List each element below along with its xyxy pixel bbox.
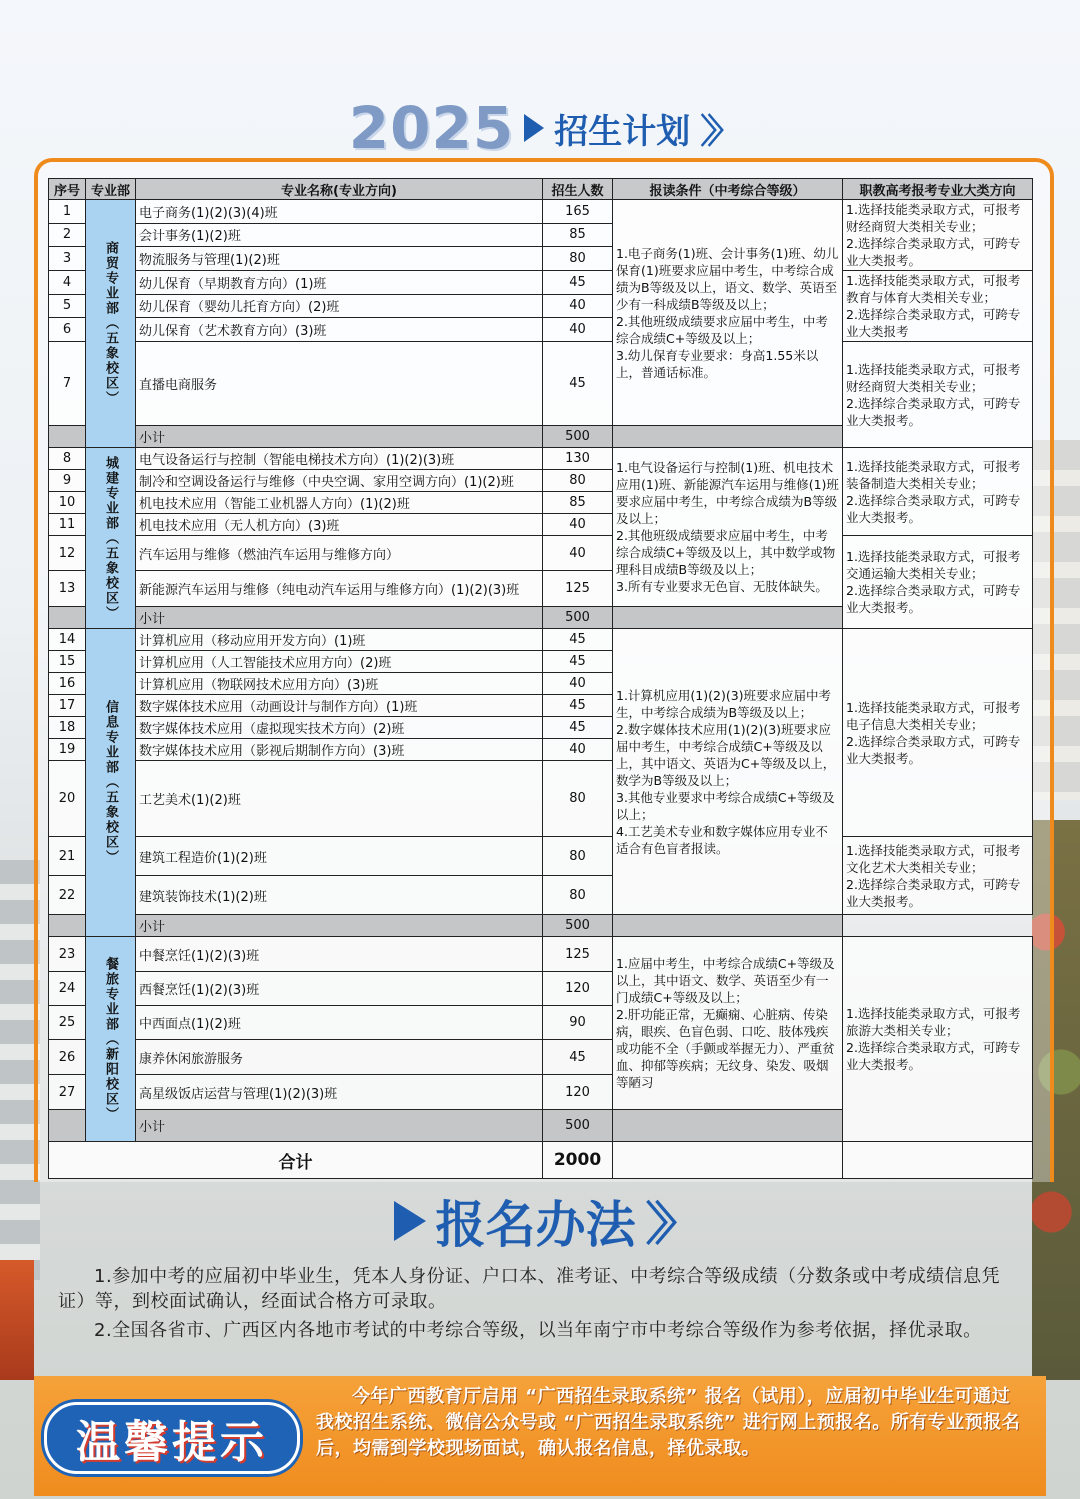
table-row	[49, 937, 1033, 972]
table-row	[49, 200, 1033, 224]
major-name: 工艺美术(1)(2)班	[136, 761, 543, 837]
major-name: 中餐烹饪(1)(2)(3)班	[136, 937, 543, 972]
double-chevron-icon: 〉〉	[700, 111, 732, 152]
subtotal-blank	[613, 426, 843, 448]
table-row	[49, 837, 1033, 876]
exam-direction: 1.选择技能类录取方式，可报考装备制造大类相关专业； 2.选择综合类录取方式，可跨专业大类报考。	[843, 448, 1033, 536]
major-name: 西餐烹饪(1)(2)(3)班	[136, 972, 543, 1006]
row-number: 1	[49, 200, 86, 224]
header-direction: 职教高考报考专业大类方向	[843, 179, 1033, 200]
play-arrow-icon	[394, 1201, 426, 1241]
registration-heading	[0, 1186, 1080, 1256]
total-row	[49, 1142, 1033, 1179]
header-major: 专业名称(专业方向)	[136, 179, 543, 200]
enrollment-count: 80	[543, 876, 613, 915]
enrollment-count: 40	[543, 514, 613, 536]
header-no: 序号	[49, 179, 86, 200]
enrollment-count: 85	[543, 223, 613, 247]
enrollment-count: 125	[543, 571, 613, 607]
major-name: 会计事务(1)(2)班	[136, 223, 543, 247]
subtotal-value: 500	[543, 426, 613, 448]
major-name: 数字媒体技术应用（动画设计与制作方向）(1)班	[136, 695, 543, 717]
enrollment-count: 125	[543, 937, 613, 972]
enrollment-count: 120	[543, 1075, 613, 1110]
table-row	[49, 271, 1033, 295]
row-number: 2	[49, 223, 86, 247]
enrollment-count: 80	[543, 761, 613, 837]
major-name: 数字媒体技术应用（虚拟现实技术方向）(2)班	[136, 717, 543, 739]
major-name: 中西面点(1)(2)班	[136, 1006, 543, 1040]
table-row	[49, 448, 1033, 470]
row-number: 13	[49, 571, 86, 607]
table-header-row	[49, 179, 1033, 200]
table-row	[49, 342, 1033, 426]
enrollment-count: 40	[543, 294, 613, 318]
double-chevron-icon: 〉〉	[645, 1197, 687, 1251]
header-dept: 专业部	[86, 179, 136, 200]
row-number: 19	[49, 739, 86, 761]
major-name: 电气设备运行与控制（智能电梯技术方向）(1)(2)(3)班	[136, 448, 543, 470]
enrollment-count: 40	[543, 739, 613, 761]
enrollment-count: 45	[543, 651, 613, 673]
heading-year: 2025	[348, 94, 515, 162]
enrollment-count: 120	[543, 972, 613, 1006]
row-number: 3	[49, 247, 86, 271]
row-number: 4	[49, 271, 86, 295]
row-number: 25	[49, 1006, 86, 1040]
row-number: 8	[49, 448, 86, 470]
subtotal-value: 500	[543, 1110, 613, 1142]
subtotal-label: 小计	[136, 607, 543, 629]
department-cell: 城建专业部（五象校区）	[86, 448, 136, 629]
registration-body	[58, 1264, 1024, 1347]
tip-badge-label: 温馨提示	[76, 1417, 268, 1468]
enrollment-count: 90	[543, 1006, 613, 1040]
subtotal-blank	[49, 426, 86, 448]
row-number: 23	[49, 937, 86, 972]
row-number: 10	[49, 492, 86, 514]
registration-item: 1.参加中考的应届初中毕业生，凭本人身份证、户口本、准考证、中考综合等级成绩（分数条或中考成绩信息凭证）等，到校面试确认，经面试合格方可录取。	[58, 1266, 1001, 1312]
row-number: 17	[49, 695, 86, 717]
major-name: 幼儿保育（婴幼儿托育方向）(2)班	[136, 294, 543, 318]
enrollment-count: 45	[543, 271, 613, 295]
admission-condition: 1.电气设备运行与控制(1)班、机电技术应用(1)班、新能源汽车运用与维修(1)班要求应届中考生，中考综合成绩为B等级及以上； 2.其他班级成绩要求应届中考生，中考综合成绩C+等级及以上，其中数学或物理科目成绩B等级及以上； 3.所有专业要求无色盲、无肢体缺失。	[613, 448, 843, 607]
exam-direction: 1.选择技能类录取方式，可报考旅游大类相关专业； 2.选择综合类录取方式，可跨专业大类报考。	[843, 937, 1033, 1142]
play-arrow-icon	[524, 114, 544, 142]
subtotal-value: 500	[543, 607, 613, 629]
admission-condition: 1.电子商务(1)班、会计事务(1)班、幼儿保育(1)班要求应届中考生，中考综合成绩为B等级及以上，语文、数学、英语至少有一科成绩B等级及以上； 2.其他班级成绩要求应届中考生，中考综合成绩C+等级及以上； 3.幼儿保育专业要求：身高1.55米以上，普通话标准。	[613, 200, 843, 426]
table-row	[49, 629, 1033, 651]
subtotal-blank	[613, 915, 843, 937]
row-number: 24	[49, 972, 86, 1006]
major-name: 直播电商服务	[136, 342, 543, 426]
header-count: 招生人数	[543, 179, 613, 200]
enrollment-count: 40	[543, 673, 613, 695]
major-name: 汽车运用与维修（燃油汽车运用与维修方向）	[136, 536, 543, 571]
tip-banner	[34, 1376, 1046, 1496]
row-number: 12	[49, 536, 86, 571]
subtotal-blank	[49, 1110, 86, 1142]
subtotal-blank	[613, 607, 843, 629]
enrollment-count: 80	[543, 470, 613, 492]
row-number: 14	[49, 629, 86, 651]
registration-item: 2.全国各省市、广西区内各地市考试的中考综合等级，以当年南宁市中考综合等级作为参考依据，择优录取。	[94, 1320, 982, 1341]
registration-title: 报名办法	[435, 1196, 636, 1254]
row-number: 5	[49, 294, 86, 318]
subtotal-value: 500	[543, 915, 613, 937]
enrollment-count: 40	[543, 536, 613, 571]
enrollment-plan-table	[48, 178, 1033, 1179]
row-number: 6	[49, 318, 86, 342]
total-blank	[843, 1142, 1033, 1179]
subtotal-label: 小计	[136, 915, 543, 937]
major-name: 建筑工程造价(1)(2)班	[136, 837, 543, 876]
major-name: 新能源汽车运用与维修（纯电动汽车运用与维修方向）(1)(2)(3)班	[136, 571, 543, 607]
enrollment-count: 45	[543, 1040, 613, 1075]
enrollment-plan-heading	[0, 96, 1080, 160]
enrollment-count: 85	[543, 492, 613, 514]
major-name: 制冷和空调设备运行与维修（中央空调、家用空调方向）(1)(2)班	[136, 470, 543, 492]
subtotal-blank	[49, 915, 86, 937]
heading-title: 招生计划	[554, 111, 691, 152]
major-name: 电子商务(1)(2)(3)(4)班	[136, 200, 543, 224]
row-number: 21	[49, 837, 86, 876]
table-row	[49, 536, 1033, 571]
row-number: 9	[49, 470, 86, 492]
row-number: 22	[49, 876, 86, 915]
background-orange-left	[0, 1260, 34, 1380]
subtotal-label: 小计	[136, 1110, 543, 1142]
major-name: 物流服务与管理(1)(2)班	[136, 247, 543, 271]
enrollment-count: 40	[543, 318, 613, 342]
department-cell: 信息专业部（五象校区）	[86, 629, 136, 937]
header-condition: 报读条件（中考综合等级）	[613, 179, 843, 200]
row-number: 26	[49, 1040, 86, 1075]
subtotal-blank	[49, 607, 86, 629]
major-name: 数字媒体技术应用（影视后期制作方向）(3)班	[136, 739, 543, 761]
total-value: 2000	[543, 1142, 613, 1179]
row-number: 15	[49, 651, 86, 673]
row-number: 11	[49, 514, 86, 536]
major-name: 幼儿保育（艺术教育方向）(3)班	[136, 318, 543, 342]
major-name: 康养休闲旅游服务	[136, 1040, 543, 1075]
exam-direction: 1.选择技能类录取方式，可报考财经商贸大类相关专业； 2.选择综合类录取方式，可跨专业大类报考。	[843, 200, 1033, 271]
tip-text: 今年广西教育厅启用 “广西招生录取系统” 报名（试用），应届初中毕业生可通过我校招生系统、微信公众号或 “广西招生录取系统” 进行网上预报名。所有专业预报名后，均需到学校现场面试，确认报名信息，择优录取。	[316, 1386, 1021, 1459]
enrollment-count: 80	[543, 247, 613, 271]
subtotal-blank	[613, 1110, 843, 1142]
admission-condition: 1.应届中考生，中考综合成绩C+等级及以上，其中语文、数学、英语至少有一门成绩C+等级及以上； 2.肝功能正常，无癫痫、心脏病、传染病，眼疾、色盲色弱、口吃、肢体残疾或功能不全（手颤或举握无力）、严重贫血、抑郁等疾病；无纹身、染发、吸烟等陋习	[613, 937, 843, 1110]
total-label: 合计	[49, 1142, 543, 1179]
enrollment-count: 45	[543, 695, 613, 717]
exam-direction: 1.选择技能类录取方式，可报考交通运输大类相关专业； 2.选择综合类录取方式，可跨专业大类报考。	[843, 536, 1033, 629]
enrollment-count: 45	[543, 717, 613, 739]
exam-direction: 1.选择技能类录取方式，可报考电子信息大类相关专业； 2.选择综合类录取方式，可跨专业大类报考。	[843, 629, 1033, 837]
row-number: 20	[49, 761, 86, 837]
major-name: 计算机应用（移动应用开发方向）(1)班	[136, 629, 543, 651]
major-name: 建筑装饰技术(1)(2)班	[136, 876, 543, 915]
major-name: 幼儿保育（早期教育方向）(1)班	[136, 271, 543, 295]
subtotal-row	[49, 915, 1033, 937]
department-cell: 商贸专业部（五象校区）	[86, 200, 136, 448]
enrollment-count: 45	[543, 342, 613, 426]
major-name: 机电技术应用（无人机方向）(3)班	[136, 514, 543, 536]
total-blank	[613, 1142, 843, 1179]
exam-direction: 1.选择技能类录取方式，可报考财经商贸大类相关专业； 2.选择综合类录取方式，可跨专业大类报考。	[843, 342, 1033, 448]
major-name: 高星级饭店运营与管理(1)(2)(3)班	[136, 1075, 543, 1110]
enrollment-count: 45	[543, 629, 613, 651]
major-name: 计算机应用（人工智能技术应用方向）(2)班	[136, 651, 543, 673]
row-number: 27	[49, 1075, 86, 1110]
enrollment-count: 130	[543, 448, 613, 470]
exam-direction: 1.选择技能类录取方式，可报考教育与体育大类相关专业； 2.选择综合类录取方式，可跨专业大类报考	[843, 271, 1033, 342]
admission-condition: 1.计算机应用(1)(2)(3)班要求应届中考生，中考综合成绩为B等级及以上； 2.数字媒体技术应用(1)(2)(3)班要求应届中考生，中考综合成绩C+等级及以上，其中语文、英语为C+等级及以上，数学为B等级及以上； 3.其他专业要求中考综合成绩C+等级及以上； 4.工艺美术专业和数字媒体应用专业不适合有色盲者报读。	[613, 629, 843, 915]
tip-badge	[44, 1402, 300, 1474]
exam-direction: 1.选择技能类录取方式，可报考文化艺术大类相关专业； 2.选择综合类录取方式，可跨专业大类报考。	[843, 837, 1033, 915]
subtotal-label: 小计	[136, 426, 543, 448]
enrollment-count: 165	[543, 200, 613, 224]
row-number: 16	[49, 673, 86, 695]
row-number: 7	[49, 342, 86, 426]
enrollment-count: 80	[543, 837, 613, 876]
row-number: 18	[49, 717, 86, 739]
department-cell: 餐旅专业部（新阳校区）	[86, 937, 136, 1142]
major-name: 机电技术应用（智能工业机器人方向）(1)(2)班	[136, 492, 543, 514]
major-name: 计算机应用（物联网技术应用方向）(3)班	[136, 673, 543, 695]
